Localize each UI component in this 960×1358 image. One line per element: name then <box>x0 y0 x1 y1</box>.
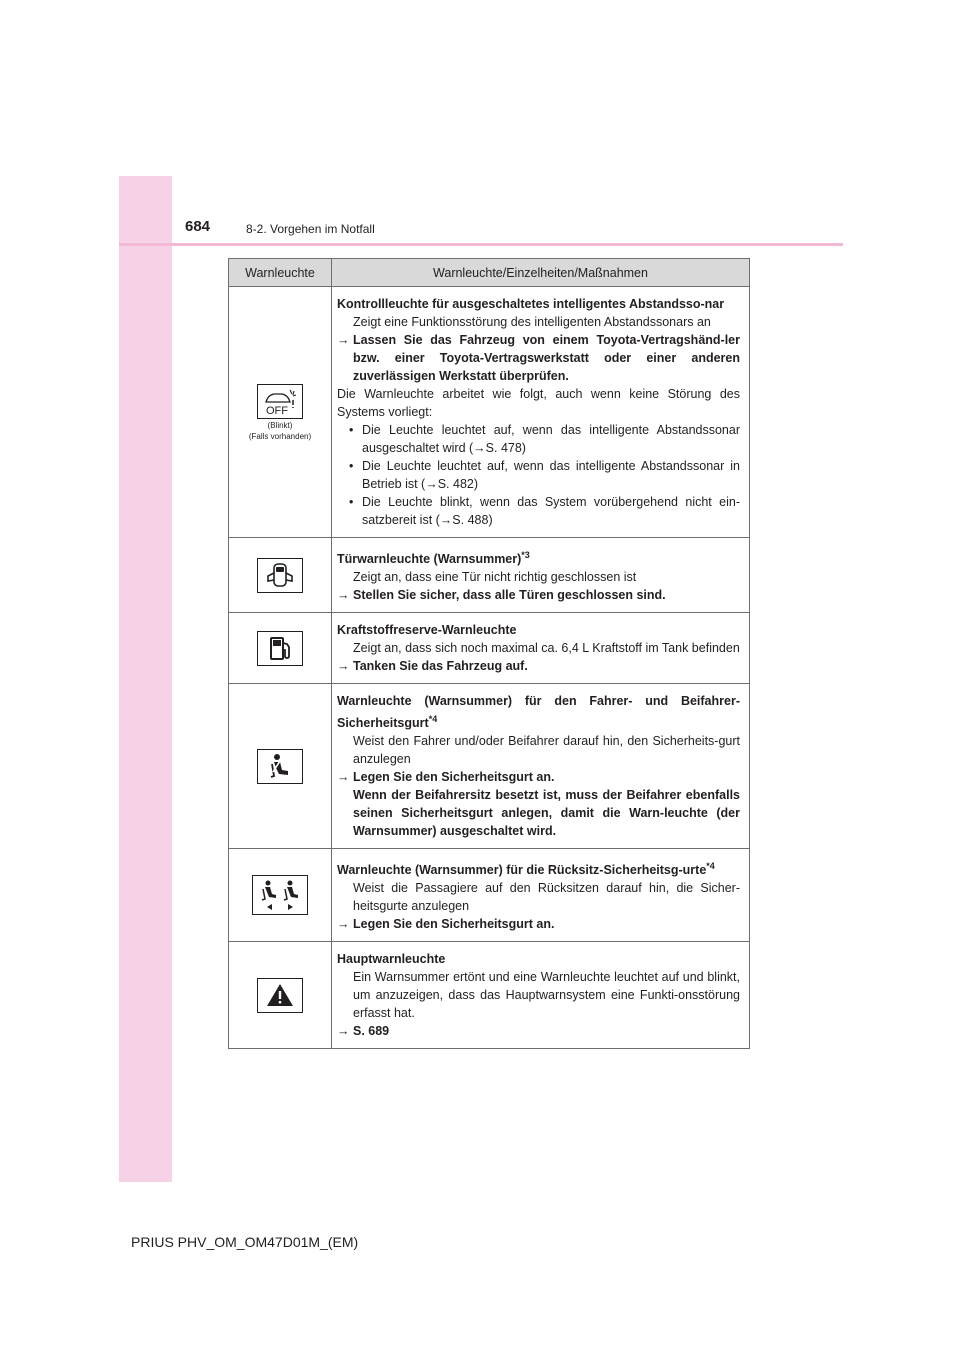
row-description: Zeigt eine Funktionsstörung des intelligenten Abstandssonars an <box>353 315 711 329</box>
column-header-icon: Warnleuchte <box>229 259 332 287</box>
table-header-row <box>229 259 750 287</box>
details-cell <box>332 849 750 942</box>
row-description: Zeigt an, dass sich noch maximal ca. 6,4 L Kraftstoff im Tank befinden <box>353 641 740 656</box>
icon-cell <box>229 942 332 1049</box>
fuel-pump-icon <box>257 631 303 666</box>
table-row <box>229 942 750 1049</box>
svg-text:OFF: OFF <box>266 405 288 416</box>
details-cell <box>332 942 750 1049</box>
seatbelt-icon <box>257 749 303 784</box>
page-number: 684 <box>185 218 211 235</box>
door-open-icon <box>257 558 303 593</box>
master-warning-icon <box>257 978 303 1013</box>
sonar-off-icon <box>257 384 303 419</box>
list-item: • Die Leuchte leuchtet auf, wenn das intelligente Abstandssonar ausgeschaltet wird (→S. 478) <box>349 423 740 455</box>
rear-seatbelt-icon <box>252 875 308 915</box>
row-action: → Stellen Sie sicher, dass alle Türen geschlossen sind. <box>337 588 666 603</box>
row-action: → Legen Sie den Sicherheitsgurt an. <box>337 917 555 932</box>
arrow-icon: → <box>337 333 350 347</box>
row-action: → Tanken Sie das Fahrzeug auf. <box>337 659 528 674</box>
row-action: → Lassen Sie das Fahrzeug von einem Toyota-Vertragshänd-ler bzw. einer Toyota-Vertragswerkstatt oder einer anderen zuverlässigen Werkstatt überprüfen. <box>337 333 740 383</box>
row-title: Türwarnleuchte (Warnsummer)$^{*3}$ <box>337 550 530 567</box>
row-description: Weist die Passagiere auf den Rücksitzen darauf hin, die Sicher-heitsgurte anzulegen <box>353 881 740 914</box>
row-action-note: Wenn der Beifahrersitz besetzt ist, muss der Beifahrer ebenfalls seinen Sicherheitsgurt anlegen, damit die Warn-leuchte (der Warnsummer) ausgeschaltet wird. <box>353 788 740 839</box>
table-row <box>229 538 750 613</box>
row-title: Hauptwarnleuchte <box>337 952 446 967</box>
icon-cell <box>229 538 332 613</box>
row-title: Warnleuchte (Warnsummer) für die Rücksitz-Sicherheitsg-urte$^{*4}$ <box>337 861 715 878</box>
row-extra: Die Warnleuchte arbeitet wie folgt, auch wenn keine Störung des Systems vorliegt: <box>337 387 740 419</box>
row-description: Zeigt an, dass eine Tür nicht richtig geschlossen ist <box>353 570 637 585</box>
section-title: 8-2. Vorgehen im Notfall <box>246 222 375 236</box>
arrow-icon: → <box>337 917 350 932</box>
document-footer: PRIUS PHV_OM_OM47D01M_(EM) <box>131 1234 359 1250</box>
header-rule <box>119 243 843 246</box>
arrow-icon: → <box>337 770 350 785</box>
table-row <box>229 613 750 684</box>
details-cell <box>332 287 750 538</box>
arrow-icon: → <box>337 1024 350 1039</box>
table-row <box>229 684 750 849</box>
row-title: Kraftstoffreserve-Warnleuchte <box>337 623 517 638</box>
details-cell <box>332 538 750 613</box>
icon-cell <box>229 849 332 942</box>
side-tab-bar <box>119 176 172 1182</box>
blink-note: (Blinkt) <box>267 420 293 430</box>
details-cell <box>332 684 750 849</box>
list-item: • Die Leuchte blinkt, wenn das System vorübergehend nicht ein-satzbereit ist (→S. 488) <box>349 495 740 527</box>
arrow-icon: → <box>337 659 350 674</box>
icon-cell <box>229 613 332 684</box>
arrow-icon: → <box>337 588 350 603</box>
row-title: Kontrollleuchte für ausgeschaltetes intelligentes Abstandsso-nar <box>337 297 725 311</box>
row-action: → Legen Sie den Sicherheitsgurt an. <box>337 770 555 785</box>
icon-cell <box>229 287 332 538</box>
column-header-details: Warnleuchte/Einzelheiten/Maßnahmen <box>332 259 750 287</box>
row-description: Weist den Fahrer und/oder Beifahrer darauf hin, den Sicherheits-gurt anzulegen <box>353 734 740 767</box>
table-row <box>229 849 750 942</box>
warning-light-table <box>228 258 750 1049</box>
table-row <box>229 287 750 538</box>
optional-note: (Falls vorhanden) <box>248 431 312 441</box>
list-item: • Die Leuchte leuchtet auf, wenn das intelligente Abstandssonar in Betrieb ist (→S. 482) <box>349 459 740 491</box>
row-description: Ein Warnsummer ertönt und eine Warnleuchte leuchtet auf und blinkt, um anzuzeigen, dass das Hauptwarnsystem eine Funkti-onsstörung erfasst hat. <box>353 970 740 1021</box>
row-title: Warnleuchte (Warnsummer) für den Fahrer- und Beifahrer-Sicherheitsgurt$^{*4}$ <box>337 694 740 731</box>
details-cell <box>332 613 750 684</box>
row-action: → S. 689 <box>337 1024 390 1039</box>
icon-cell <box>229 684 332 849</box>
